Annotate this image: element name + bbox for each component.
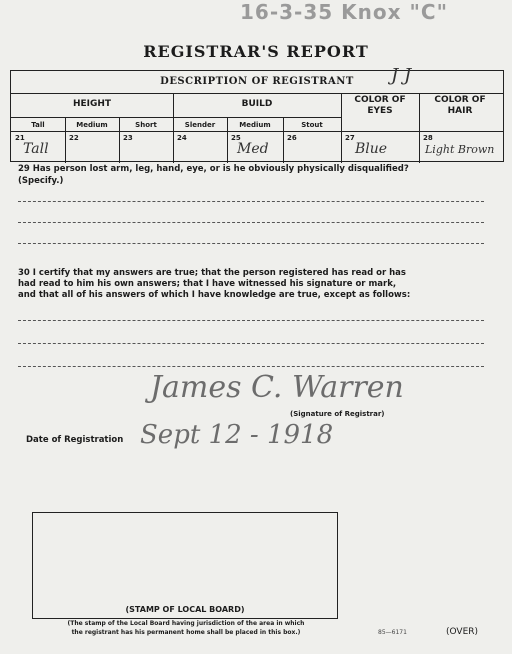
field-num-21: 21 (15, 134, 25, 142)
build-value: Med (237, 141, 269, 157)
field-num-23: 23 (123, 134, 133, 142)
hair-color-value: Light Brown (425, 143, 495, 156)
registration-date-label: Date of Registration (26, 435, 124, 445)
tall-label: Tall (31, 121, 45, 129)
question-29: 29 Has person lost arm, leg, hand, eye, or is he obviously physically disqualified? (18, 164, 409, 174)
stout-label: Stout (301, 121, 323, 129)
stamp-note-line-2: the registrant has his permanent home shall be placed in this box.) (71, 629, 301, 636)
question-29-specify: (Specify.) (18, 176, 64, 186)
page-title: REGISTRAR'S REPORT (143, 42, 369, 61)
over-indicator: (OVER) (446, 627, 479, 637)
stamp-instructions (36, 619, 336, 637)
signature-caption: (Signature of Registrar) (290, 410, 385, 418)
description-table (10, 65, 504, 162)
slender-label: Slender (184, 121, 216, 129)
form-number: 85—6171 (378, 629, 407, 636)
medium-build-label: Medium (239, 121, 271, 129)
question-30-line-3: and that all of his answers of which I have knowledge are true, except as follows: (18, 290, 411, 300)
field-num-25: 25 (231, 134, 241, 142)
eyes-heading: COLOR OF EYES (354, 95, 406, 116)
question-30-line-2: had read to him his own answers; that I have witnessed his signature or mark, (18, 279, 397, 289)
field-num-26: 26 (287, 134, 297, 142)
eye-color-value: Blue (355, 141, 388, 157)
stamp-note-line-1: (The stamp of the Local Board having jurisdiction of the area in which (67, 620, 305, 627)
short-label: Short (135, 121, 157, 129)
medium-label: Medium (76, 121, 108, 129)
hair-heading: COLOR OF HAIR (434, 95, 486, 116)
field-num-22: 22 (69, 134, 79, 142)
local-board-stamp-box (32, 512, 338, 619)
description-heading: DESCRIPTION OF REGISTRANT (11, 71, 503, 94)
field-num-24: 24 (177, 134, 187, 142)
registration-date-value: Sept 12 - 1918 (140, 420, 334, 450)
field-num-27: 27 (345, 134, 355, 142)
height-value: Tall (23, 141, 49, 157)
question-30-line-1: 30 I certify that my answers are true; that the person registered has read or has (18, 268, 406, 278)
registrar-signature: James C. Warren (150, 370, 404, 405)
corner-initials: J J (391, 65, 412, 86)
file-stamp: 16-3-35 Knox "C" (240, 0, 449, 24)
build-heading: BUILD (241, 99, 273, 109)
height-heading: HEIGHT (72, 99, 112, 109)
stamp-label: (STAMP OF LOCAL BOARD) (125, 605, 245, 614)
field-num-28: 28 (423, 134, 433, 142)
